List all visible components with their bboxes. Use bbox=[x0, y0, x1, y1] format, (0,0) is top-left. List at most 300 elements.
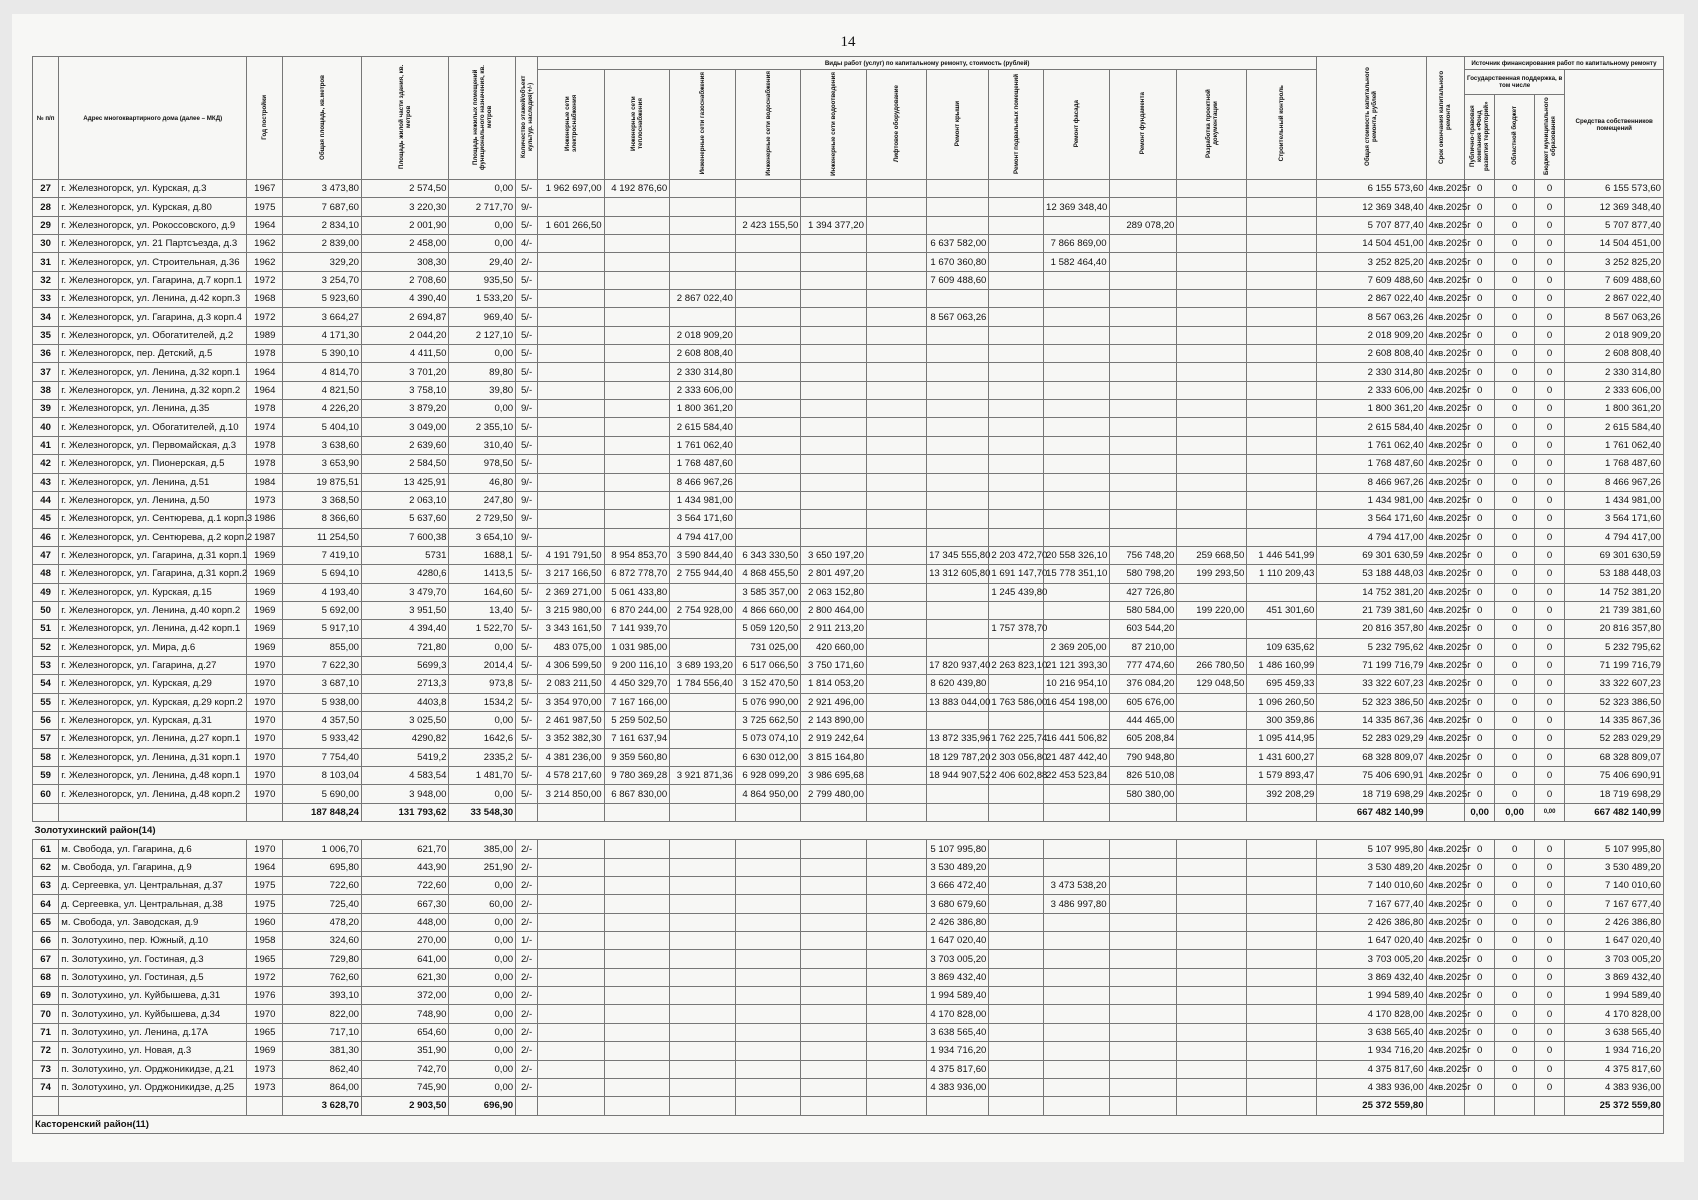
work-cost-cell bbox=[866, 656, 926, 674]
work-cost-cell bbox=[1109, 363, 1177, 381]
fund-cell: 0 bbox=[1464, 253, 1495, 271]
work-cost-cell bbox=[1177, 1078, 1247, 1096]
work-cost-cell bbox=[866, 877, 926, 895]
municipal-budget-cell: 0 bbox=[1534, 1005, 1565, 1023]
fund-cell: 0 bbox=[1464, 693, 1495, 711]
work-cost-cell: 2 083 211,50 bbox=[537, 675, 604, 693]
work-cost-cell bbox=[1044, 180, 1110, 198]
owners-funds-cell: 4 383 936,00 bbox=[1565, 1078, 1664, 1096]
work-cost-cell bbox=[670, 1078, 736, 1096]
total-area-cell: 695,80 bbox=[283, 858, 362, 876]
owners-funds-cell: 3 252 825,20 bbox=[1565, 253, 1664, 271]
deadline-cell: 4кв.2025г bbox=[1426, 473, 1464, 491]
row-number: 31 bbox=[33, 253, 59, 271]
work-cost-cell bbox=[801, 473, 867, 491]
work-cost-cell bbox=[927, 601, 989, 619]
work-cost-cell bbox=[801, 987, 867, 1005]
living-area-cell: 4403,8 bbox=[362, 693, 449, 711]
total-cost-cell: 1 768 487,60 bbox=[1317, 455, 1426, 473]
work-cost-cell bbox=[1109, 400, 1177, 418]
work-cost-cell bbox=[735, 510, 801, 528]
work-cost-cell: 4 381 236,00 bbox=[537, 748, 604, 766]
work-cost-cell bbox=[1044, 216, 1110, 234]
address-cell: г. Железногорск, ул. Гагарина, д.27 bbox=[59, 656, 247, 674]
work-cost-cell: 22 453 523,84 bbox=[1044, 767, 1110, 785]
total-area-cell: 4 171,30 bbox=[283, 326, 362, 344]
owners-funds-cell: 5 232 795,62 bbox=[1565, 638, 1664, 656]
header-living-area: Площадь жилой части здания, кв. метров bbox=[362, 57, 449, 180]
nonres-area-cell: 2 127,10 bbox=[449, 326, 516, 344]
total-cost-cell: 5 232 795,62 bbox=[1317, 638, 1426, 656]
address-cell: г. Железногорск, ул. Обогатителей, д.10 bbox=[59, 418, 247, 436]
work-cost-cell bbox=[604, 913, 670, 931]
work-cost-cell: 1 814 053,20 bbox=[801, 675, 867, 693]
owners-funds-cell: 14 752 381,20 bbox=[1565, 583, 1664, 601]
work-cost-cell bbox=[989, 950, 1044, 968]
table-row bbox=[33, 675, 1664, 693]
work-cost-cell bbox=[537, 436, 604, 454]
work-cost-cell bbox=[1109, 308, 1177, 326]
nonres-area-cell: 969,40 bbox=[449, 308, 516, 326]
work-cost-cell: 3 564 171,60 bbox=[670, 510, 736, 528]
work-cost-cell bbox=[1044, 968, 1110, 986]
work-cost-cell bbox=[1044, 400, 1110, 418]
work-cost-cell bbox=[866, 308, 926, 326]
municipal-budget-cell: 0 bbox=[1534, 840, 1565, 858]
work-cost-cell bbox=[1247, 528, 1317, 546]
work-cost-cell bbox=[1109, 950, 1177, 968]
nonres-area-cell: 1413,5 bbox=[449, 565, 516, 583]
table-row bbox=[33, 840, 1664, 858]
work-cost-cell bbox=[735, 913, 801, 931]
municipal-budget-cell: 0 bbox=[1534, 968, 1565, 986]
deadline-cell: 4кв.2025г bbox=[1426, 675, 1464, 693]
floors-cell: 5/- bbox=[516, 271, 538, 289]
work-cost-cell: 1 762 225,74 bbox=[989, 730, 1044, 748]
year-cell: 1978 bbox=[247, 345, 283, 363]
living-area-cell: 4 411,50 bbox=[362, 345, 449, 363]
row-number: 55 bbox=[33, 693, 59, 711]
floors-cell: 5/- bbox=[516, 418, 538, 436]
work-cost-cell bbox=[866, 767, 926, 785]
total-area-cell: 3 368,50 bbox=[283, 491, 362, 509]
table-row bbox=[33, 1042, 1664, 1060]
table-row bbox=[33, 1005, 1664, 1023]
work-cost-cell bbox=[604, 1060, 670, 1078]
work-cost-cell bbox=[1044, 840, 1110, 858]
work-cost-cell: 2 800 464,00 bbox=[801, 601, 867, 619]
row-number: 29 bbox=[33, 216, 59, 234]
municipal-budget-cell: 0 bbox=[1534, 491, 1565, 509]
work-cost-cell bbox=[604, 271, 670, 289]
living-area-cell: 5699,3 bbox=[362, 656, 449, 674]
table-row bbox=[33, 381, 1664, 399]
total-cost-cell: 71 199 716,79 bbox=[1317, 656, 1426, 674]
work-cost-cell: 2 406 602,88 bbox=[989, 767, 1044, 785]
work-cost-cell bbox=[801, 491, 867, 509]
deadline-cell: 4кв.2025г bbox=[1426, 638, 1464, 656]
living-area-cell: 3 049,00 bbox=[362, 418, 449, 436]
year-cell: 1970 bbox=[247, 767, 283, 785]
work-cost-cell bbox=[866, 546, 926, 564]
work-cost-cell bbox=[1044, 601, 1110, 619]
work-cost-cell bbox=[866, 253, 926, 271]
total-area-cell: 3 687,10 bbox=[283, 675, 362, 693]
work-cost-cell bbox=[537, 491, 604, 509]
work-cost-cell bbox=[1247, 1078, 1317, 1096]
work-cost-cell bbox=[1044, 950, 1110, 968]
owners-funds-cell: 4 170 828,00 bbox=[1565, 1005, 1664, 1023]
work-cost-cell bbox=[735, 1005, 801, 1023]
work-cost-cell bbox=[989, 711, 1044, 729]
floors-cell: 5/- bbox=[516, 363, 538, 381]
municipal-budget-cell: 0 bbox=[1534, 932, 1565, 950]
total-cost-cell: 6 155 573,60 bbox=[1317, 180, 1426, 198]
table-row bbox=[33, 620, 1664, 638]
row-number: 64 bbox=[33, 895, 59, 913]
work-cost-cell bbox=[1109, 418, 1177, 436]
work-cost-cell bbox=[801, 1060, 867, 1078]
address-cell: г. Железногорск, ул. Курская, д.15 bbox=[59, 583, 247, 601]
work-cost-cell bbox=[1177, 638, 1247, 656]
work-cost-cell bbox=[537, 510, 604, 528]
deadline-cell: 4кв.2025г bbox=[1426, 235, 1464, 253]
living-area-cell: 742,70 bbox=[362, 1060, 449, 1078]
work-cost-cell bbox=[1247, 950, 1317, 968]
work-cost-cell bbox=[801, 436, 867, 454]
nonres-area-cell: 2 717,70 bbox=[449, 198, 516, 216]
work-cost-cell: 2 063 152,80 bbox=[801, 583, 867, 601]
work-cost-cell bbox=[927, 473, 989, 491]
region-budget-cell: 0 bbox=[1495, 895, 1534, 913]
table-row bbox=[33, 253, 1664, 271]
work-cost-cell bbox=[1044, 1078, 1110, 1096]
year-cell: 1960 bbox=[247, 913, 283, 931]
work-cost-cell: 8 567 063,26 bbox=[927, 308, 989, 326]
deadline-cell: 4кв.2025г bbox=[1426, 180, 1464, 198]
year-cell: 1958 bbox=[247, 932, 283, 950]
living-area-cell: 13 425,91 bbox=[362, 473, 449, 491]
owners-funds-cell: 4 794 417,00 bbox=[1565, 528, 1664, 546]
work-cost-cell bbox=[735, 180, 801, 198]
living-area-cell: 654,60 bbox=[362, 1023, 449, 1041]
row-number: 44 bbox=[33, 491, 59, 509]
work-cost-cell bbox=[989, 235, 1044, 253]
work-cost-cell: 1 486 160,99 bbox=[1247, 656, 1317, 674]
row-number: 28 bbox=[33, 198, 59, 216]
region-budget-cell: 0 bbox=[1495, 656, 1534, 674]
owners-funds-cell: 69 301 630,59 bbox=[1565, 546, 1664, 564]
work-cost-cell bbox=[735, 473, 801, 491]
work-cost-cell bbox=[927, 583, 989, 601]
nonres-area-cell: 0,00 bbox=[449, 1023, 516, 1041]
work-cost-cell bbox=[927, 180, 989, 198]
work-cost-cell: 21 121 393,30 bbox=[1044, 656, 1110, 674]
work-cost-cell: 109 635,62 bbox=[1247, 638, 1317, 656]
work-cost-cell: 3 473 538,20 bbox=[1044, 877, 1110, 895]
municipal-budget-cell: 0 bbox=[1534, 436, 1565, 454]
municipal-budget-cell: 0 bbox=[1534, 730, 1565, 748]
work-cost-cell bbox=[927, 400, 989, 418]
floors-cell: 5/- bbox=[516, 455, 538, 473]
work-cost-cell: 1 784 556,40 bbox=[670, 675, 736, 693]
total-cost-cell: 14 335 867,36 bbox=[1317, 711, 1426, 729]
total-area-cell: 3 254,70 bbox=[283, 271, 362, 289]
work-cost-cell bbox=[604, 840, 670, 858]
work-cost-cell bbox=[537, 290, 604, 308]
nonres-area-cell: 13,40 bbox=[449, 601, 516, 619]
nonres-area-cell: 0,00 bbox=[449, 968, 516, 986]
floors-cell: 5/- bbox=[516, 675, 538, 693]
work-cost-cell: 9 780 369,28 bbox=[604, 767, 670, 785]
address-cell: п. Золотухино, ул. Орджоникидзе, д.25 bbox=[59, 1078, 247, 1096]
work-cost-cell bbox=[735, 987, 801, 1005]
work-cost-cell bbox=[801, 510, 867, 528]
work-cost-cell: 5 259 502,50 bbox=[604, 711, 670, 729]
table-row bbox=[33, 546, 1664, 564]
work-cost-cell bbox=[537, 363, 604, 381]
owners-funds-cell: 7 167 677,40 bbox=[1565, 895, 1664, 913]
year-cell: 1973 bbox=[247, 1060, 283, 1078]
work-cost-cell bbox=[866, 326, 926, 344]
work-cost-cell bbox=[670, 1060, 736, 1078]
table-body-zolotukhinsky bbox=[33, 840, 1664, 1097]
work-cost-cell: 3 214 850,00 bbox=[537, 785, 604, 803]
work-cost-cell bbox=[866, 913, 926, 931]
work-cost-cell: 1 245 439,80 bbox=[989, 583, 1044, 601]
nonres-area-cell: 1 533,20 bbox=[449, 290, 516, 308]
work-cost-cell bbox=[1109, 290, 1177, 308]
row-number: 40 bbox=[33, 418, 59, 436]
work-cost-cell bbox=[537, 987, 604, 1005]
floors-cell: 2/- bbox=[516, 987, 538, 1005]
work-cost-cell: 1 800 361,20 bbox=[670, 400, 736, 418]
work-cost-cell bbox=[989, 198, 1044, 216]
work-cost-cell bbox=[670, 913, 736, 931]
header-work-heat: Инженерные сети теплоснабжения bbox=[604, 70, 670, 180]
section-kastorensky: Касторенский район(11) bbox=[33, 1115, 1664, 1133]
owners-funds-cell: 7 140 010,60 bbox=[1565, 877, 1664, 895]
total-cost-cell: 2 333 606,00 bbox=[1317, 381, 1426, 399]
work-cost-cell: 21 487 442,40 bbox=[1044, 748, 1110, 766]
work-cost-cell bbox=[1247, 1005, 1317, 1023]
work-cost-cell bbox=[989, 932, 1044, 950]
row-number: 42 bbox=[33, 455, 59, 473]
work-cost-cell: 6 343 330,50 bbox=[735, 546, 801, 564]
nonres-area-cell: 0,00 bbox=[449, 1060, 516, 1078]
row-number: 48 bbox=[33, 565, 59, 583]
work-cost-cell bbox=[989, 895, 1044, 913]
work-cost-cell bbox=[1247, 363, 1317, 381]
fund-cell: 0 bbox=[1464, 510, 1495, 528]
nonres-area-cell: 0,00 bbox=[449, 345, 516, 363]
total-cost-cell: 1 434 981,00 bbox=[1317, 491, 1426, 509]
address-cell: г. Железногорск, ул. Гагарина, д.31 корп.1 bbox=[59, 546, 247, 564]
fund-cell: 0 bbox=[1464, 858, 1495, 876]
total-area-cell: 4 193,40 bbox=[283, 583, 362, 601]
work-cost-cell bbox=[1247, 381, 1317, 399]
work-cost-cell bbox=[801, 418, 867, 436]
fund-cell: 0 bbox=[1464, 180, 1495, 198]
fund-cell: 0 bbox=[1464, 877, 1495, 895]
work-cost-cell: 5 073 074,10 bbox=[735, 730, 801, 748]
work-cost-cell: 3 986 695,68 bbox=[801, 767, 867, 785]
work-cost-cell bbox=[927, 491, 989, 509]
work-cost-cell bbox=[1044, 436, 1110, 454]
work-cost-cell bbox=[537, 840, 604, 858]
work-cost-cell bbox=[1177, 528, 1247, 546]
work-cost-cell: 3 215 980,00 bbox=[537, 601, 604, 619]
work-cost-cell bbox=[735, 436, 801, 454]
living-area-cell: 7 600,38 bbox=[362, 528, 449, 546]
work-cost-cell: 3 585 357,00 bbox=[735, 583, 801, 601]
work-cost-cell: 12 369 348,40 bbox=[1044, 198, 1110, 216]
work-cost-cell bbox=[989, 510, 1044, 528]
work-cost-cell: 427 726,80 bbox=[1109, 583, 1177, 601]
nonres-area-cell: 39,80 bbox=[449, 381, 516, 399]
work-cost-cell: 1 431 600,27 bbox=[1247, 748, 1317, 766]
fund-cell: 0 bbox=[1464, 601, 1495, 619]
header-work-foundation: Ремонт фундамента bbox=[1109, 70, 1177, 180]
work-cost-cell: 1 757 378,70 bbox=[989, 620, 1044, 638]
floors-cell: 5/- bbox=[516, 767, 538, 785]
work-cost-cell bbox=[1177, 913, 1247, 931]
floors-cell: 2/- bbox=[516, 1078, 538, 1096]
total-cost-cell: 8 466 967,26 bbox=[1317, 473, 1426, 491]
municipal-budget-cell: 0 bbox=[1534, 455, 1565, 473]
work-cost-cell: 2 263 823,10 bbox=[989, 656, 1044, 674]
table-row bbox=[33, 748, 1664, 766]
work-cost-cell bbox=[801, 400, 867, 418]
work-cost-cell bbox=[1177, 253, 1247, 271]
municipal-budget-cell: 0 bbox=[1534, 675, 1565, 693]
table-row bbox=[33, 235, 1664, 253]
work-cost-cell bbox=[1247, 253, 1317, 271]
fund-cell: 0 bbox=[1464, 620, 1495, 638]
work-cost-cell: 9 200 116,10 bbox=[604, 656, 670, 674]
work-cost-cell bbox=[1044, 473, 1110, 491]
municipal-budget-cell: 0 bbox=[1534, 271, 1565, 289]
region-budget-cell: 0 bbox=[1495, 1078, 1534, 1096]
work-cost-cell bbox=[989, 601, 1044, 619]
table-row bbox=[33, 326, 1664, 344]
year-cell: 1969 bbox=[247, 620, 283, 638]
work-cost-cell: 4 868 455,50 bbox=[735, 565, 801, 583]
work-cost-cell bbox=[1109, 932, 1177, 950]
work-cost-cell bbox=[1109, 253, 1177, 271]
floors-cell: 5/- bbox=[516, 638, 538, 656]
year-cell: 1970 bbox=[247, 785, 283, 803]
total-area-cell: 5 923,60 bbox=[283, 290, 362, 308]
work-cost-cell bbox=[1109, 381, 1177, 399]
work-cost-cell: 20 558 326,10 bbox=[1044, 546, 1110, 564]
year-cell: 1964 bbox=[247, 363, 283, 381]
header-floors: Количество этажей/объект культур. наследия(+/-) bbox=[516, 57, 538, 180]
year-cell: 1962 bbox=[247, 235, 283, 253]
work-cost-cell: 6 870 244,00 bbox=[604, 601, 670, 619]
owners-funds-cell: 71 199 716,79 bbox=[1565, 656, 1664, 674]
living-area-cell: 270,00 bbox=[362, 932, 449, 950]
nonres-area-cell: 385,00 bbox=[449, 840, 516, 858]
row-number: 57 bbox=[33, 730, 59, 748]
deadline-cell: 4кв.2025г bbox=[1426, 308, 1464, 326]
work-cost-cell bbox=[1177, 491, 1247, 509]
work-cost-cell bbox=[537, 932, 604, 950]
row-number: 66 bbox=[33, 932, 59, 950]
row-number: 74 bbox=[33, 1078, 59, 1096]
table-row bbox=[33, 473, 1664, 491]
work-cost-cell: 15 778 351,10 bbox=[1044, 565, 1110, 583]
total-cost-cell: 8 567 063,26 bbox=[1317, 308, 1426, 326]
region-budget-cell: 0 bbox=[1495, 638, 1534, 656]
row-number: 53 bbox=[33, 656, 59, 674]
work-cost-cell: 444 465,00 bbox=[1109, 711, 1177, 729]
total-area-cell: 1 006,70 bbox=[283, 840, 362, 858]
work-cost-cell bbox=[866, 748, 926, 766]
work-cost-cell bbox=[1109, 473, 1177, 491]
work-cost-cell bbox=[989, 858, 1044, 876]
floors-cell: 5/- bbox=[516, 785, 538, 803]
owners-funds-cell: 33 322 607,23 bbox=[1565, 675, 1664, 693]
fund-cell: 0 bbox=[1464, 216, 1495, 234]
work-cost-cell bbox=[989, 1023, 1044, 1041]
header-total-cost: Общая стоимость капитального ремонта, рублей bbox=[1317, 57, 1426, 180]
header-fin-group: Источник финансирования работ по капитальному ремонту bbox=[1464, 57, 1663, 70]
address-cell: г. Железногорск, ул. Рокоссовского, д.9 bbox=[59, 216, 247, 234]
year-cell: 1978 bbox=[247, 455, 283, 473]
work-cost-cell bbox=[866, 436, 926, 454]
deadline-cell: 4кв.2025г bbox=[1426, 767, 1464, 785]
region-budget-cell: 0 bbox=[1495, 235, 1534, 253]
work-cost-cell bbox=[1044, 620, 1110, 638]
work-cost-cell: 3 486 997,80 bbox=[1044, 895, 1110, 913]
work-cost-cell bbox=[735, 877, 801, 895]
work-cost-cell bbox=[1044, 583, 1110, 601]
work-cost-cell bbox=[1247, 932, 1317, 950]
work-cost-cell: 3 530 489,20 bbox=[927, 858, 989, 876]
fund-cell: 0 bbox=[1464, 308, 1495, 326]
year-cell: 1973 bbox=[247, 1078, 283, 1096]
work-cost-cell: 16 441 506,82 bbox=[1044, 730, 1110, 748]
fund-cell: 0 bbox=[1464, 987, 1495, 1005]
work-cost-cell bbox=[866, 473, 926, 491]
year-cell: 1970 bbox=[247, 711, 283, 729]
nonres-area-cell: 0,00 bbox=[449, 987, 516, 1005]
subtotal2-living-area: 2 903,50 bbox=[362, 1097, 449, 1115]
table-row bbox=[33, 216, 1664, 234]
work-cost-cell: 13 883 044,00 bbox=[927, 693, 989, 711]
owners-funds-cell: 14 504 451,00 bbox=[1565, 235, 1664, 253]
deadline-cell: 4кв.2025г bbox=[1426, 198, 1464, 216]
work-cost-cell bbox=[989, 381, 1044, 399]
work-cost-cell bbox=[735, 400, 801, 418]
work-cost-cell bbox=[1177, 968, 1247, 986]
floors-cell: 5/- bbox=[516, 290, 538, 308]
row-number: 69 bbox=[33, 987, 59, 1005]
total-area-cell: 5 694,10 bbox=[283, 565, 362, 583]
row-number: 65 bbox=[33, 913, 59, 931]
work-cost-cell bbox=[866, 216, 926, 234]
work-cost-cell bbox=[1177, 363, 1247, 381]
municipal-budget-cell: 0 bbox=[1534, 767, 1565, 785]
region-budget-cell: 0 bbox=[1495, 400, 1534, 418]
work-cost-cell bbox=[989, 400, 1044, 418]
work-cost-cell bbox=[604, 381, 670, 399]
year-cell: 1975 bbox=[247, 895, 283, 913]
work-cost-cell: 376 084,20 bbox=[1109, 675, 1177, 693]
work-cost-cell bbox=[670, 216, 736, 234]
work-cost-cell: 3 352 382,30 bbox=[537, 730, 604, 748]
